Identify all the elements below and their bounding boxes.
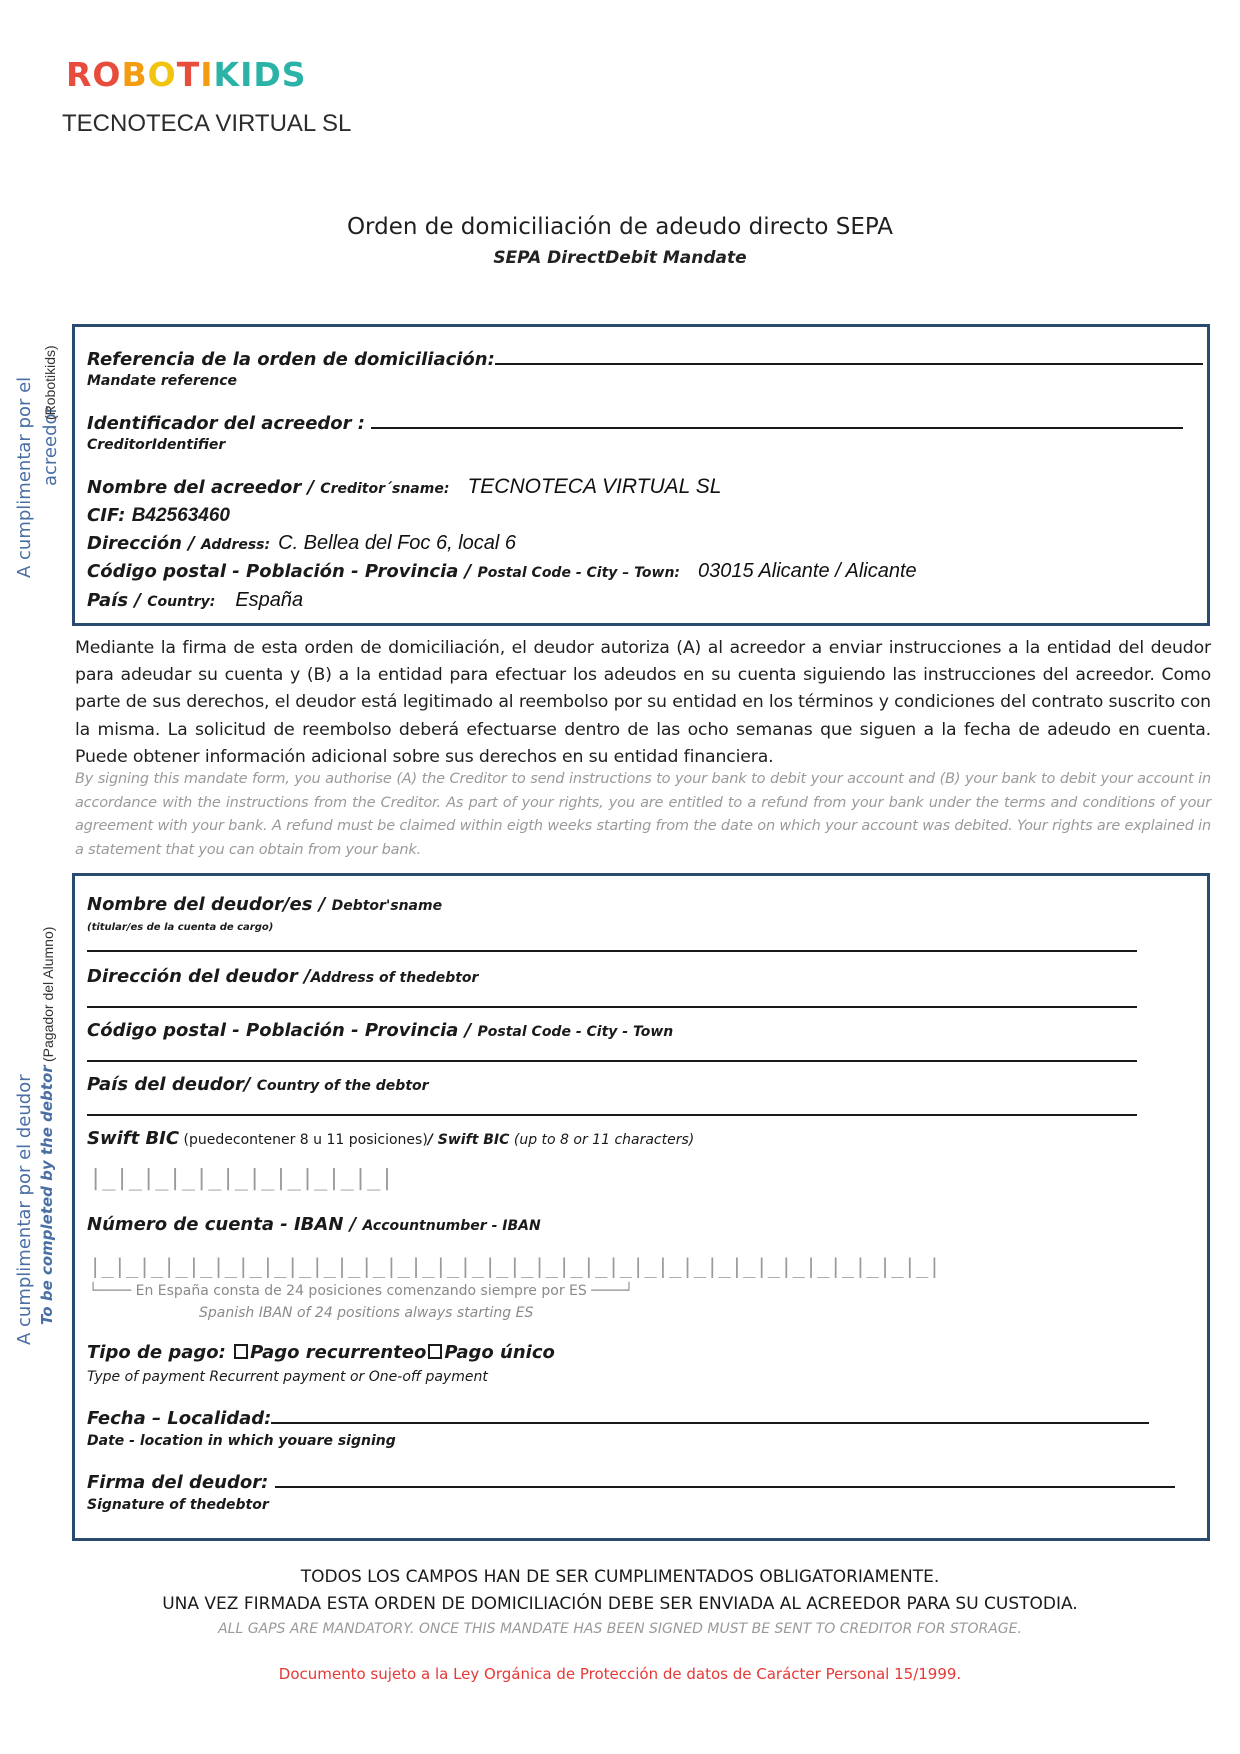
swift-label-en: / Swift BIC — [427, 1132, 510, 1148]
one-off-payment-label: Pago único — [444, 1342, 555, 1363]
logo-letter: D — [253, 55, 282, 94]
logo-letter: I — [200, 55, 214, 94]
debtor-address-label: Dirección del deudor / — [87, 966, 311, 987]
mandate-reference-label: Referencia de la orden de domiciliación: — [87, 349, 495, 370]
creditor-identifier-label: Identificador del acreedor : — [87, 413, 365, 434]
footer-mandatory: TODOS LOS CAMPOS HAN DE SER CUMPLIMENTADOS OBLIGATORIAMENTE. — [300, 1567, 940, 1587]
debtor-name-label: Nombre del deudor/es / — [87, 894, 332, 915]
cif-value: B42563460 — [131, 505, 230, 526]
creditor-country-row — [87, 589, 303, 612]
debtor-country-label-en: Country of the debtor — [256, 1078, 429, 1094]
creditor-name-label: Nombre del acreedor / — [87, 477, 321, 498]
debtor-country-label: País del deudor/ — [87, 1074, 257, 1095]
iban-input[interactable]: |_|_|_|_|_|_|_|_|_|_|_|_|_|_|_|_|_|_|_|_|_|_|_|_|_|_|_|_|_|_|_|_|_|_| — [89, 1254, 941, 1278]
debtor-side-label-3: (Pagador del Alumno) — [40, 926, 56, 1062]
creditor-name-label-en: Creditor´sname: — [320, 481, 450, 497]
debtor-side-label-en: To be completed by the debtor — [38, 1065, 56, 1325]
debtor-name-row — [87, 894, 442, 915]
creditor-postal-value: 03015 Alicante / Alicante — [698, 560, 917, 582]
debtor-name-note: (titular/es de la cuenta de cargo) — [87, 922, 274, 933]
debtor-address-field[interactable] — [87, 1006, 1137, 1008]
debtor-name-field[interactable] — [87, 950, 1137, 952]
iban-note: └──── En España consta de 24 posiciones comenzando siempre por ES ────┘ — [89, 1283, 634, 1299]
creditor-identifier-row — [87, 411, 1183, 434]
creditor-address-row — [87, 532, 516, 555]
creditor-country-label: País / — [87, 590, 148, 611]
debtor-postal-label-en: Postal Code - City - Town — [477, 1024, 674, 1040]
creditor-address-label: Dirección / — [87, 533, 201, 554]
date-location-label: Fecha – Localidad: — [87, 1408, 272, 1429]
mandate-reference-row — [87, 347, 1203, 370]
creditor-side-label: A cumplimentar por el — [14, 376, 35, 578]
payment-type-row — [87, 1342, 555, 1363]
creditor-identifier-sublabel: CreditorIdentifier — [87, 437, 226, 453]
creditor-country-label-en: Country: — [147, 594, 216, 610]
mandate-reference-field[interactable] — [495, 347, 1203, 365]
signature-label: Firma del deudor: — [87, 1472, 275, 1493]
debtor-postal-row — [87, 1020, 673, 1041]
logo-letter: K — [213, 55, 241, 94]
creditor-country-value: España — [235, 589, 304, 611]
recurrent-payment-label: Pago recurrente — [250, 1342, 414, 1363]
document-title: Orden de domiciliación de adeudo directo SEPA — [346, 214, 894, 240]
cif-label: CIF: — [87, 505, 126, 526]
creditor-name-row — [87, 475, 721, 499]
creditor-postal-label-en: Postal Code - City – Town: — [477, 565, 681, 581]
swift-label: Swift BIC — [87, 1128, 180, 1149]
swift-bic-input[interactable]: |_|_|_|_|_|_|_|_|_|_|_| — [89, 1166, 394, 1191]
creditor-postal-label: Código postal - Población - Provincia / — [87, 561, 478, 582]
debtor-address-label-en: Address of thedebtor — [310, 970, 479, 986]
debtor-name-label-en: Debtor'sname — [331, 898, 443, 914]
one-off-payment-checkbox[interactable] — [428, 1344, 442, 1359]
mandate-reference-sublabel: Mandate reference — [87, 373, 238, 389]
debtor-postal-label: Código postal - Población - Provincia / — [87, 1020, 478, 1041]
creditor-name-value: TECNOTECA VIRTUAL SL — [467, 475, 722, 498]
logo-letter: B — [121, 55, 148, 94]
payment-type-sublabel: Type of payment Recurrent payment or One-off payment — [87, 1369, 488, 1385]
footer-english: ALL GAPS ARE MANDATORY. ONCE THIS MANDATE HAS BEEN SIGNED MUST BE SENT TO CREDITOR FOR STORAGE. — [218, 1621, 1022, 1637]
date-location-field[interactable] — [271, 1406, 1149, 1424]
swift-note: (puedecontener 8 u 11 posiciones) — [179, 1132, 428, 1148]
debtor-country-row — [87, 1074, 429, 1095]
creditor-address-value: C. Bellea del Foc 6, local 6 — [278, 532, 517, 554]
creditor-side-label-2: acreedor — [40, 406, 61, 486]
creditor-side-label-3: (Robotikids) — [42, 345, 58, 420]
debtor-address-row — [87, 966, 478, 987]
creditor-identifier-field[interactable] — [371, 411, 1183, 429]
iban-label-en: Accountnumber - IBAN — [362, 1218, 541, 1234]
debtor-side-label: A cumplimentar por el deudor — [14, 1074, 35, 1345]
mandate-text-en: By signing this mandate form, you authorise (A) the Creditor to send instructions to your bank to debit your account and (B) your bank to debit your account in accordance with the instructions from the Creditor. As part of your rights, you are entitled to a refund from your bank under the terms and conditions of your agreement with your bank. A refund must be claimed within eigth weeks starting from the date on which your account was debited. Your rights are explained in a statement that you can obtain from your bank. — [75, 771, 1211, 858]
logo-letter: O — [147, 55, 177, 94]
creditor-section — [72, 324, 1210, 626]
debtor-section — [72, 873, 1210, 1541]
legal-notice: Documento sujeto a la Ley Orgánica de Protección de datos de Carácter Personal 15/1999. — [278, 1665, 962, 1683]
logo-letter: O — [92, 55, 122, 94]
mandate-text-es: Mediante la firma de esta orden de domiciliación, el deudor autoriza (A) al acreedor a enviar instrucciones a la entidad del deudor para adeudar su cuenta y (B) a la entidad para efectuar los adeudos en su cuenta siguiendo las instrucciones del acreedor. Como parte de sus derechos, el deudor está legitimado al reembolso por su entidad en los términos y condiciones del contrato suscrito con la misma. La solicitud de reembolso deberá efectuarse dentro de las ocho semanas que siguen a la fecha de adeudo en cuenta. Puede obtener información adicional sobre sus derechos en su entidad financiera. — [75, 638, 1211, 767]
logo-letter: T — [176, 55, 201, 94]
signature-sublabel: Signature of thedebtor — [87, 1497, 269, 1513]
date-location-row — [87, 1406, 1149, 1429]
company-name: TECNOTECA VIRTUAL SL — [62, 110, 352, 137]
logo-letter: R — [66, 55, 93, 94]
swift-row — [87, 1128, 694, 1149]
recurrent-payment-checkbox[interactable] — [234, 1344, 248, 1359]
robotikids-logo — [66, 55, 307, 94]
payment-or-label: o — [413, 1342, 427, 1363]
logo-letter: S — [281, 55, 307, 94]
swift-note-en: (up to 8 or 11 characters) — [509, 1132, 695, 1148]
footer-custody: UNA VEZ FIRMADA ESTA ORDEN DE DOMICILIACIÓN DEBE SER ENVIADA AL ACREEDOR PARA SU CUSTODIA. — [162, 1594, 1078, 1614]
debtor-postal-field[interactable] — [87, 1060, 1137, 1062]
iban-note-en: Spanish IBAN of 24 positions always starting ES — [199, 1305, 534, 1321]
document-subtitle: SEPA DirectDebit Mandate — [493, 248, 747, 268]
cif-row — [87, 505, 230, 527]
creditor-address-label-en: Address: — [201, 537, 271, 553]
iban-label: Número de cuenta - IBAN / — [87, 1214, 363, 1235]
logo-letter: I — [240, 55, 254, 94]
date-location-sublabel: Date - location in which youare signing — [87, 1433, 396, 1449]
debtor-country-field[interactable] — [87, 1114, 1137, 1116]
iban-row — [87, 1214, 541, 1235]
payment-type-label: Tipo de pago: — [87, 1342, 233, 1363]
signature-row — [87, 1470, 1175, 1493]
creditor-postal-row — [87, 560, 917, 583]
signature-field[interactable] — [275, 1470, 1175, 1488]
